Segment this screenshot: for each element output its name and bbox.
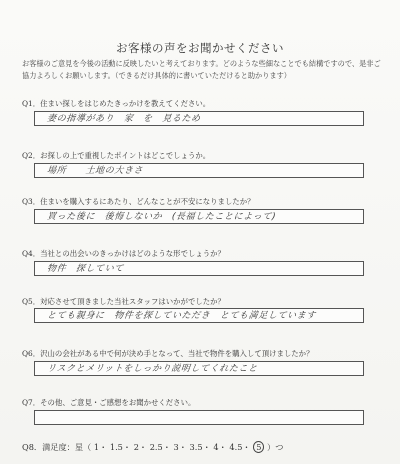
question-4-label: Q4．当社との出会いのきっかけはどのような形でしょうか？ — [22, 249, 225, 258]
rating-option[interactable]: 1 — [93, 442, 100, 452]
rating-suffix: ）つ — [267, 442, 284, 452]
rating-option[interactable]: 1.5 — [109, 442, 123, 452]
answer-1-text: 妻の指導があり 家 を 見るため — [46, 114, 202, 124]
question-1-label: Q1．住まい探しをはじめたきっかけを教えてください。 — [22, 99, 211, 108]
question-6-label: Q6．沢山の会社がある中で何が決め手となって、当社で物件を購入して頂けましたか？ — [22, 349, 314, 358]
rating-option[interactable]: 4 — [213, 442, 219, 452]
answer-2-text: 場所 土地の大きさ — [46, 166, 144, 176]
rating-option[interactable]: 3.5 — [189, 442, 203, 452]
answer-7-box[interactable] — [34, 410, 364, 425]
intro-text: お客様のご意見を今後の活動に反映したいと考えております。どのような些細なことでも結構ですので、是非ご協力よろしくお願いします。（できるだけ具体的に書いていただけると助かります） — [22, 59, 381, 80]
answer-4-box[interactable] — [34, 261, 364, 276]
answer-3-box[interactable] — [34, 209, 364, 224]
answer-5-box[interactable] — [34, 308, 364, 323]
rating-option[interactable]: 3 — [173, 442, 179, 452]
answer-3-text: 買った後に 後悔しないか (長福したことによって) — [46, 212, 277, 222]
answer-6-box[interactable] — [34, 361, 364, 376]
question-2-label: Q2．お探しの上で重視したポイントはどこでしょうか。 — [22, 151, 211, 160]
page-title: お客様の声をお聞かせください — [116, 41, 284, 55]
satisfaction-rating: Q8．満足度：星（ 1・ 1.5・ 2・ 2.5・ 3・ 3.5・ 4・ 4.5・ 5 ）つ — [22, 442, 284, 452]
answer-5-text: とても親身に 物件を探していただき とても満足しています — [46, 311, 317, 321]
answer-2-box[interactable] — [34, 163, 364, 178]
question-5-label: Q5．対応させて頂きました当社スタッフはいかがでしたか？ — [22, 297, 225, 306]
question-7-label: Q7．その他、ご意見・ご感想をお聞かせください。 — [22, 398, 196, 407]
rating-option[interactable]: 2 — [133, 442, 139, 452]
rating-prefix: Q8．満足度：星（ — [22, 442, 92, 452]
answer-4-text: 物件 探していて — [46, 264, 125, 274]
question-3-label: Q3．住まいを購入するにあたり、どんなことが不安になりましたか？ — [22, 197, 255, 206]
answer-6-text: リスクとメリットをしっかり説明してくれたこと — [46, 364, 259, 374]
rating-option[interactable]: 4.5 — [229, 442, 243, 452]
answer-1-box[interactable] — [34, 111, 364, 126]
rating-option[interactable]: 2.5 — [149, 442, 163, 452]
rating-option-selected[interactable]: 5 — [253, 441, 264, 453]
